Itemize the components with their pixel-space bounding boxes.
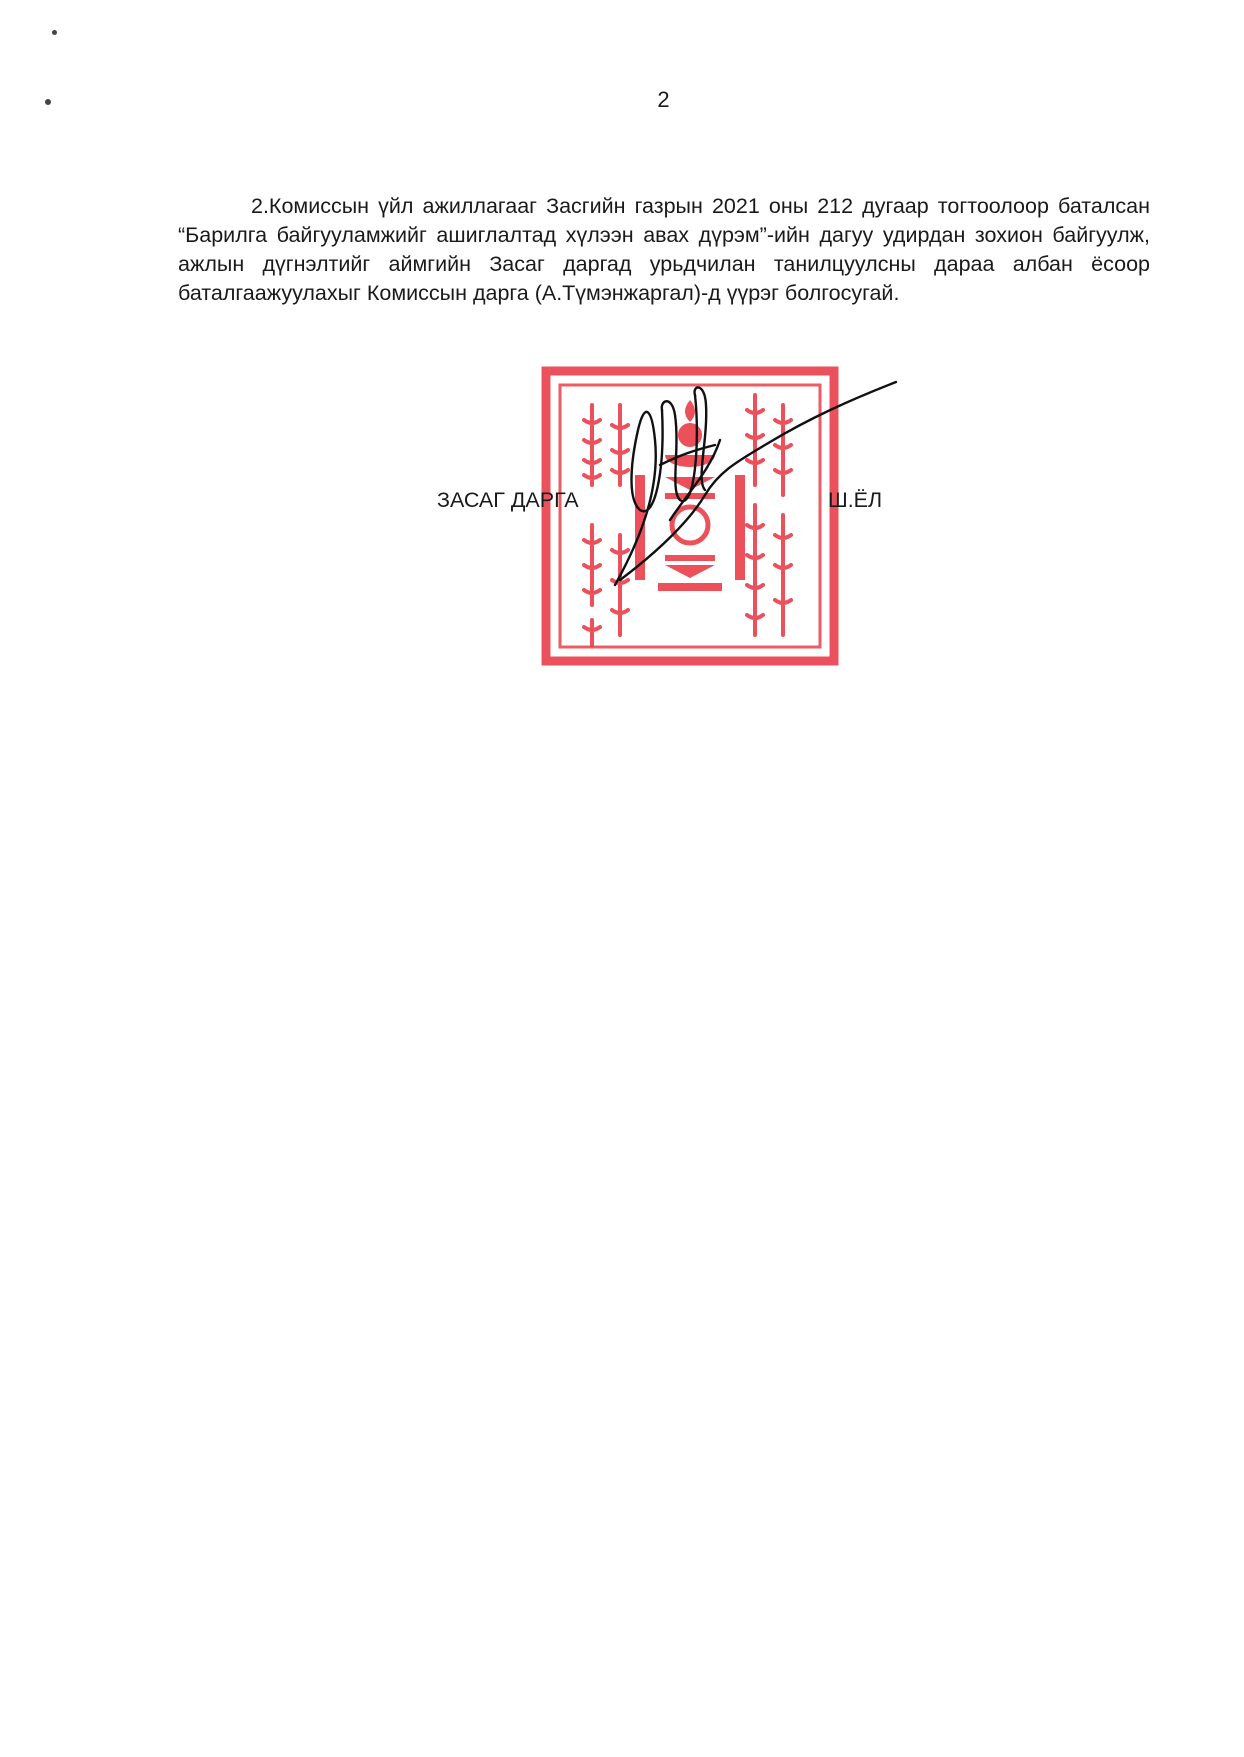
scan-artifact-dot — [52, 30, 57, 35]
handwritten-signature — [600, 370, 910, 600]
page-number: 2 — [657, 87, 670, 112]
signatory-title: ЗАСАГ ДАРГА — [437, 488, 579, 512]
signatory-name: Ш.ЁЛ — [828, 488, 883, 512]
resolution-paragraph: 2.Комиссын үйл ажиллагааг Засгийн газрын 2021 оны 212 дугаар тогтоолоор баталсан “Барилга байгууламжийг ашиглалтад хүлээн авах дүрэм”-ийн дагуу удирдан зохион байгуулж, ажлын дүгнэлтийг аймгийн Засаг даргад урьдчилан танилцуулсны дараа албан ёсоор баталгаажуулахыг Комиссын дарга (А.Түмэнжаргал)-д үүрэг болгосугай. — [178, 193, 1150, 305]
